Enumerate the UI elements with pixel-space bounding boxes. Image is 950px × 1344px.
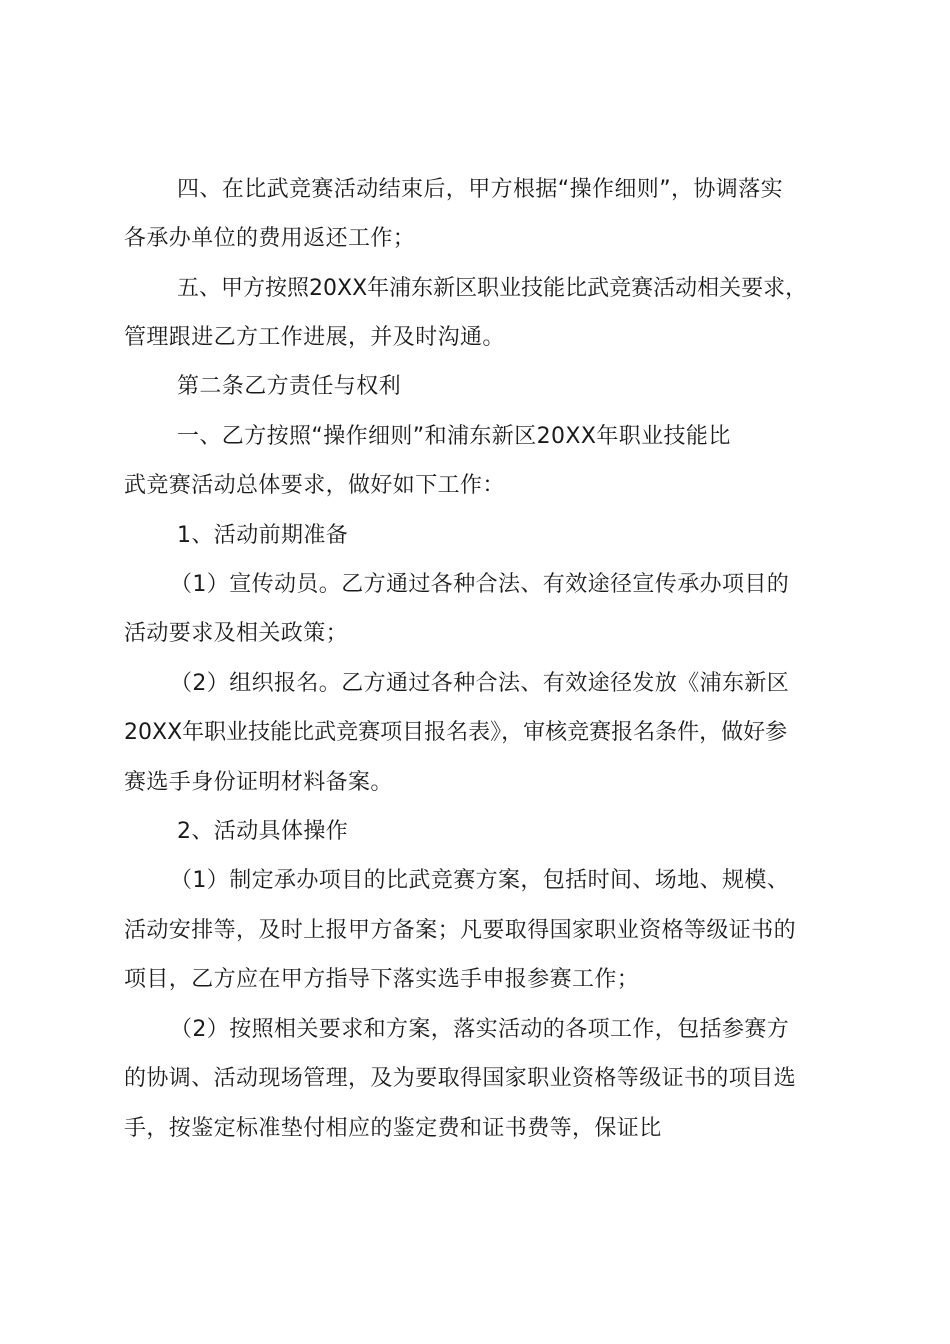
subsection-heading: 2、活动具体操作 <box>177 819 349 844</box>
paragraph-line: 的协调、活动现场管理，及为要取得国家职业资格等级证书的项目选 <box>124 1066 797 1091</box>
paragraph-line: 20XX年职业技能比武竞赛项目报名表》，审核竞赛报名条件，做好参 <box>124 720 788 745</box>
paragraph-line: 武竞赛活动总体要求，做好如下工作： <box>124 473 505 498</box>
paragraph-line: 一、乙方按照“操作细则”和浦东新区20XX年职业技能比 <box>177 424 731 449</box>
paragraph-line: 各承办单位的费用返还工作； <box>124 226 416 251</box>
paragraph-line: 手，按鉴定标准垫付相应的鉴定费和证书费等，保证比 <box>124 1116 662 1141</box>
section-heading: 第二条乙方责任与权利 <box>177 374 402 399</box>
subsection-heading: 1、活动前期准备 <box>177 523 349 548</box>
paragraph-line: （2）组织报名。乙方通过各种合法、有效途径发放《浦东新区 <box>170 671 790 696</box>
paragraph-line: 赛选手身份证明材料备案。 <box>124 770 393 795</box>
paragraph-line: 项目，乙方应在甲方指导下落实选手申报参赛工作； <box>124 967 640 992</box>
paragraph-line: （2）按照相关要求和方案，落实活动的各项工作，包括参赛方 <box>170 1017 790 1042</box>
paragraph-line: 管理跟进乙方工作进展，并及时沟通。 <box>124 325 505 350</box>
paragraph-line: 活动安排等，及时上报甲方备案；凡要取得国家职业资格等级证书的 <box>124 918 797 943</box>
paragraph-line: （1）制定承办项目的比武竞赛方案，包括时间、场地、规模、 <box>170 868 790 893</box>
paragraph-line: 五、甲方按照20XX年浦东新区职业技能比武竞赛活动相关要求， <box>177 276 808 301</box>
paragraph-line: 四、在比武竞赛活动结束后，甲方根据“操作细则”，协调落实 <box>177 177 783 202</box>
paragraph-line: 活动要求及相关政策； <box>124 621 349 646</box>
paragraph-line: （1）宣传动员。乙方通过各种合法、有效途径宣传承办项目的 <box>170 572 790 597</box>
